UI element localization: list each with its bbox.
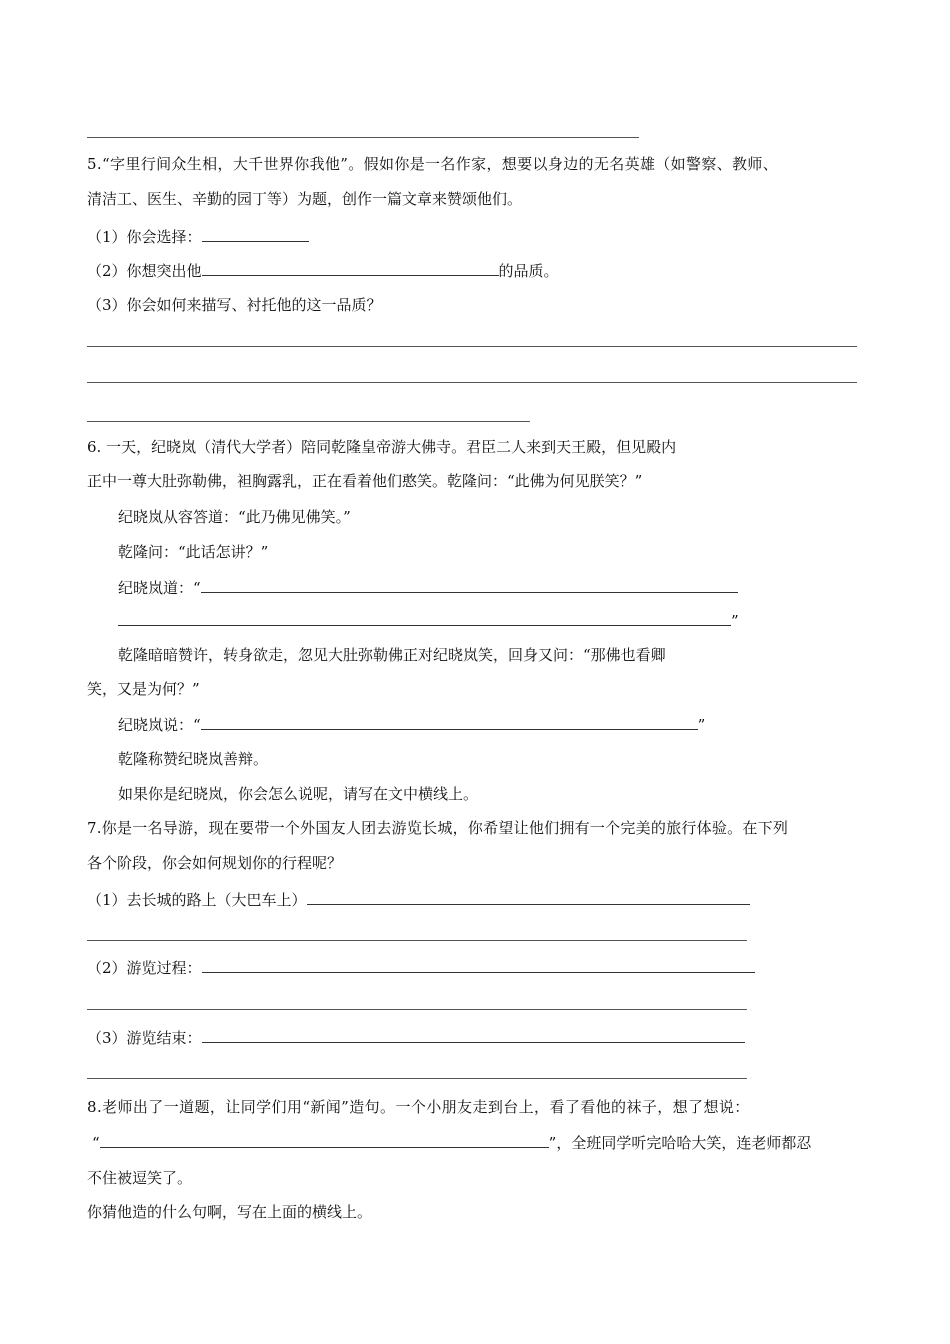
q7-part-1-blank[interactable] [307, 888, 750, 905]
q5-part-2 [87, 259, 559, 282]
q6-intro-line-1: 6. 一天，纪晓岚（清代大学者）陪同乾隆皇帝游大佛寺。君臣二人来到天王殿，但见殿内 [87, 438, 677, 456]
q5-part-1-label: （1）你会选择： [87, 228, 202, 246]
q7-part-3-label: （3）游览结束： [87, 1029, 202, 1047]
q6-dialogue-question: 乾隆问：“此话怎讲？” [118, 543, 269, 561]
q5-choice-blank[interactable] [202, 225, 309, 242]
q7-part-2-blank[interactable] [202, 956, 755, 973]
q5-part-3: （3）你会如何来描写、衬托他的这一品质？ [87, 296, 382, 314]
q6-dialogue-reply-1-cont [118, 609, 739, 632]
q6-reply-2-blank[interactable] [201, 713, 698, 730]
q7-intro-line-1: 7.你是一名导游，现在要带一个外国友人团去游览长城，你希望让他们拥有一个完美的旅行体验。在下列 [87, 819, 789, 837]
q5-part-2-label: （2）你想突出他 [87, 262, 202, 280]
q5-answer-line-1[interactable] [87, 346, 857, 347]
q6-reply-1-label: 纪晓岚道：“ [118, 579, 201, 597]
q6-reply-2-close-quote: ” [697, 716, 706, 734]
q5-intro-line-1: 5.“字里行间众生相，大千世界你我他”。假如你是一名作家，想要以身边的无名英雄（如警察、教师、 [87, 155, 779, 173]
q8-after-blank: ”，全班同学听完哈哈大笑，连老师都忍 [548, 1134, 812, 1152]
q6-dialogue-reply-2 [118, 713, 705, 736]
q6-intro-line-2: 正中一尊大肚弥勒佛，袒胸露乳，正在看着他们憨笑。乾隆问：“此佛为何见朕笑？” [87, 472, 643, 490]
q8-open-quote: “ [92, 1134, 100, 1152]
q7-part-2-label: （2）游览过程： [87, 959, 202, 977]
q8-sentence-line [92, 1131, 811, 1154]
q7-part-1-label: （1）去长城的路上（大巴车上） [87, 891, 307, 909]
q5-answer-line-2[interactable] [87, 382, 857, 383]
q6-dialogue-answer: 纪晓岚从容答道：“此乃佛见佛笑。” [118, 508, 351, 526]
q7-intro-line-2: 各个阶段，你会如何规划你的行程呢？ [87, 854, 343, 872]
q5-part-1 [87, 225, 309, 248]
q6-reply-1-blank-a[interactable] [201, 576, 738, 593]
q5-quality-blank[interactable] [202, 259, 499, 276]
q6-narration-line-1: 乾隆暗暗赞许，转身欲走，忽见大肚弥勒佛正对纪晓岚笑，回身又问：“那佛也看卿 [118, 646, 666, 664]
q6-reply-2-label: 纪晓岚说：“ [118, 716, 201, 734]
q5-intro-line-2: 清洁工、医生、辛勤的园丁等）为题，创作一篇文章来赞颂他们。 [87, 190, 523, 208]
q6-reply-1-blank-b[interactable] [118, 609, 731, 626]
q7-part-2 [87, 956, 755, 979]
q6-narration-line-2: 笑，又是为何？” [87, 680, 200, 698]
q7-part-3-blank[interactable] [202, 1026, 745, 1043]
q6-instruction: 如果你是纪晓岚，你会怎么说呢，请写在文中横线上。 [118, 785, 479, 803]
q8-intro: 8.老师出了一道题，让同学们用“新闻”造句。一个小朋友走到台上，看了看他的袜子，想了想说： [87, 1098, 750, 1116]
q8-line-2: 不住被逗笑了。 [87, 1169, 193, 1187]
q7-part-1-answer-line[interactable] [87, 940, 747, 941]
answer-line-top[interactable] [87, 137, 639, 138]
q7-part-1 [87, 888, 750, 911]
q8-line-3: 你猜他造的什么句啊，写在上面的横线上。 [87, 1203, 373, 1221]
q7-part-2-answer-line[interactable] [87, 1009, 747, 1010]
q7-part-3-answer-line[interactable] [87, 1078, 747, 1079]
q6-reply-1-close-quote: ” [731, 612, 739, 630]
q7-part-3 [87, 1026, 745, 1049]
q6-dialogue-reply-1 [118, 576, 738, 599]
q5-answer-line-3[interactable] [87, 421, 530, 422]
q5-part-2-suffix: 的品质。 [498, 262, 559, 280]
q6-praise: 乾隆称赞纪晓岚善辩。 [118, 750, 269, 768]
q8-sentence-blank[interactable] [100, 1131, 549, 1148]
